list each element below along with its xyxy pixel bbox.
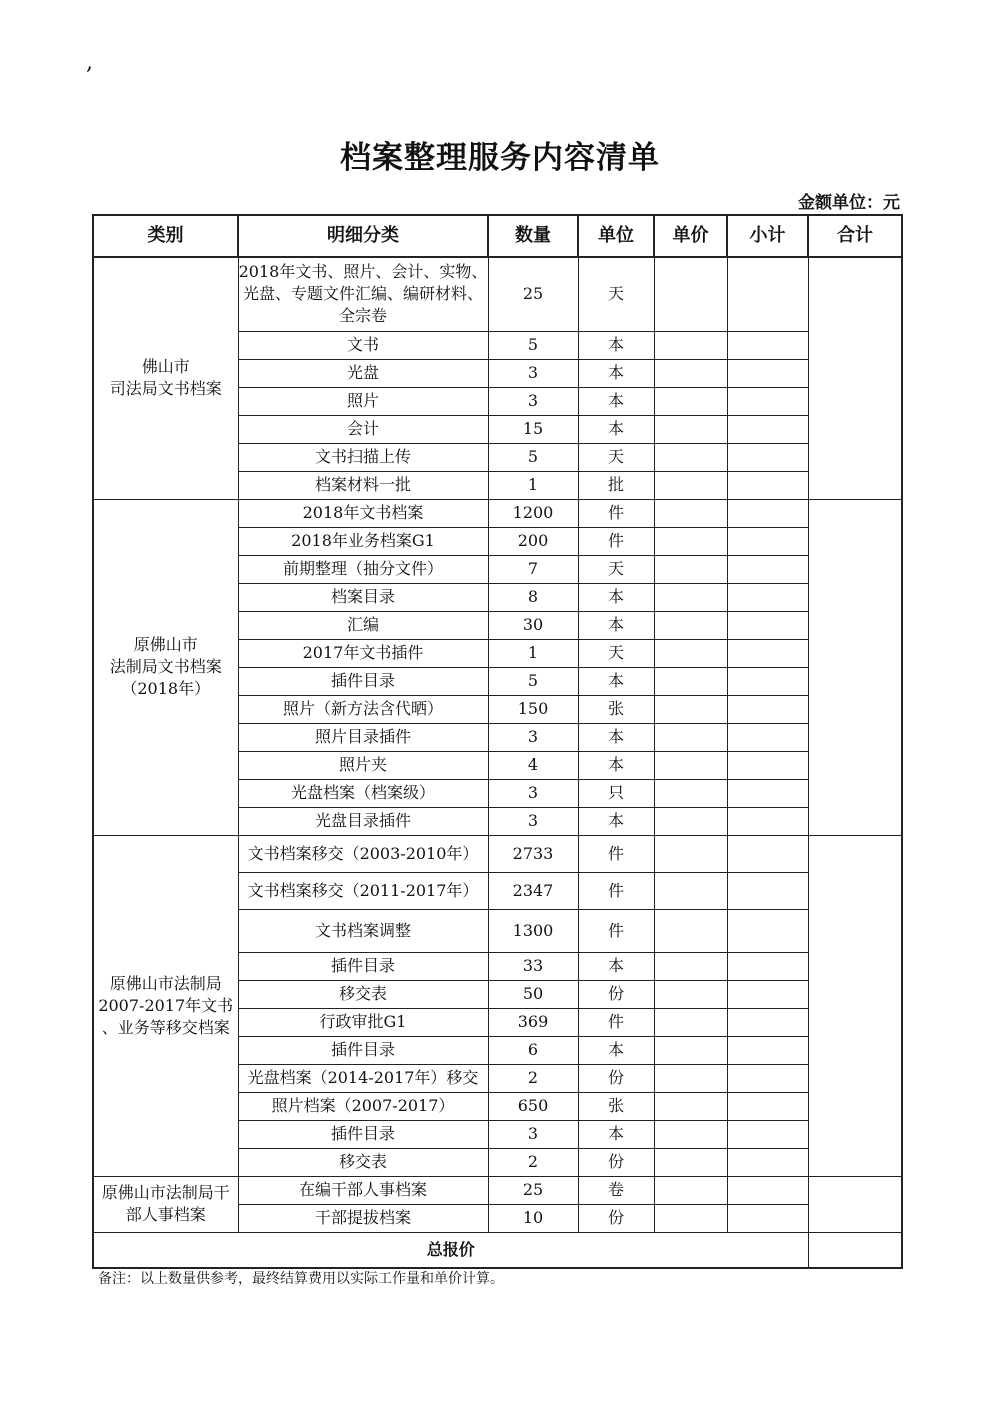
quantity-cell: 6: [488, 1036, 578, 1064]
detail-cell: 2018年文书、照片、会计、实物、光盘、专题文件汇编、编研材料、全宗卷: [238, 257, 488, 331]
quantity-cell: 1300: [488, 909, 578, 952]
subtotal-cell: [727, 872, 808, 909]
unit-cell: 本: [578, 387, 654, 415]
detail-cell: 行政审批G1: [238, 1008, 488, 1036]
detail-cell: 文书: [238, 331, 488, 359]
quantity-cell: 650: [488, 1092, 578, 1120]
stray-mark: ,: [86, 50, 93, 75]
header-total: 合计: [808, 215, 902, 257]
unit-price-cell: [654, 257, 727, 331]
category-cell: 原佛山市法制局 2007-2017年文书 、业务等移交档案: [93, 835, 238, 1176]
subtotal-cell: [727, 331, 808, 359]
subtotal-cell: [727, 807, 808, 835]
header-row: [93, 215, 902, 257]
quantity-cell: 3: [488, 387, 578, 415]
subtotal-cell: [727, 555, 808, 583]
header-unit-price: 单价: [654, 215, 727, 257]
detail-cell: 照片档案（2007-2017）: [238, 1092, 488, 1120]
group-total-cell: [808, 1176, 902, 1232]
detail-cell: 光盘档案（档案级）: [238, 779, 488, 807]
unit-price-cell: [654, 443, 727, 471]
unit-price-cell: [654, 1064, 727, 1092]
subtotal-cell: [727, 257, 808, 331]
unit-cell: 本: [578, 751, 654, 779]
unit-cell: 本: [578, 667, 654, 695]
header-quantity: 数量: [488, 215, 578, 257]
quantity-cell: 25: [488, 1176, 578, 1204]
detail-cell: 插件目录: [238, 952, 488, 980]
detail-cell: 光盘档案（2014-2017年）移交: [238, 1064, 488, 1092]
unit-price-cell: [654, 779, 727, 807]
quantity-cell: 4: [488, 751, 578, 779]
quantity-cell: 15: [488, 415, 578, 443]
subtotal-cell: [727, 415, 808, 443]
unit-cell: 天: [578, 555, 654, 583]
quantity-cell: 1200: [488, 499, 578, 527]
subtotal-cell: [727, 779, 808, 807]
subtotal-cell: [727, 387, 808, 415]
unit-price-cell: [654, 1176, 727, 1204]
unit-cell: 张: [578, 1092, 654, 1120]
subtotal-cell: [727, 471, 808, 499]
detail-cell: 前期整理（抽分文件）: [238, 555, 488, 583]
unit-cell: 卷: [578, 1176, 654, 1204]
subtotal-cell: [727, 583, 808, 611]
unit-price-cell: [654, 499, 727, 527]
subtotal-cell: [727, 527, 808, 555]
unit-price-cell: [654, 1036, 727, 1064]
table-row: [93, 257, 902, 331]
page-title: 档案整理服务内容清单: [340, 140, 660, 176]
unit-cell: 件: [578, 1008, 654, 1036]
subtotal-cell: [727, 499, 808, 527]
subtotal-cell: [727, 695, 808, 723]
quantity-cell: 30: [488, 611, 578, 639]
unit-price-cell: [654, 695, 727, 723]
unit-price-cell: [654, 872, 727, 909]
unit-cell: 份: [578, 1148, 654, 1176]
quantity-cell: 369: [488, 1008, 578, 1036]
unit-cell: 份: [578, 1064, 654, 1092]
unit-cell: 批: [578, 471, 654, 499]
subtotal-cell: [727, 909, 808, 952]
unit-price-cell: [654, 555, 727, 583]
unit-price-cell: [654, 1120, 727, 1148]
header-subtotal: 小计: [727, 215, 808, 257]
group-total-cell: [808, 499, 902, 835]
unit-cell: 天: [578, 257, 654, 331]
detail-cell: 2018年业务档案G1: [238, 527, 488, 555]
subtotal-cell: [727, 1120, 808, 1148]
unit-cell: 份: [578, 1204, 654, 1232]
unit-cell: 份: [578, 980, 654, 1008]
subtotal-cell: [727, 835, 808, 872]
quantity-cell: 2: [488, 1064, 578, 1092]
unit-cell: 天: [578, 443, 654, 471]
detail-cell: 照片: [238, 387, 488, 415]
unit-cell: 天: [578, 639, 654, 667]
detail-cell: 文书档案移交（2011-2017年）: [238, 872, 488, 909]
unit-price-cell: [654, 359, 727, 387]
unit-price-cell: [654, 611, 727, 639]
unit-price-cell: [654, 1008, 727, 1036]
detail-cell: 文书档案调整: [238, 909, 488, 952]
unit-price-cell: [654, 667, 727, 695]
quantity-cell: 2733: [488, 835, 578, 872]
detail-cell: 光盘目录插件: [238, 807, 488, 835]
subtotal-cell: [727, 639, 808, 667]
subtotal-cell: [727, 1092, 808, 1120]
subtotal-cell: [727, 1148, 808, 1176]
detail-cell: 2018年文书档案: [238, 499, 488, 527]
detail-cell: 插件目录: [238, 1036, 488, 1064]
quantity-cell: 10: [488, 1204, 578, 1232]
quantity-cell: 3: [488, 723, 578, 751]
unit-price-cell: [654, 835, 727, 872]
quantity-cell: 5: [488, 667, 578, 695]
subtotal-cell: [727, 1008, 808, 1036]
unit-price-cell: [654, 415, 727, 443]
detail-cell: 移交表: [238, 1148, 488, 1176]
quantity-cell: 150: [488, 695, 578, 723]
subtotal-cell: [727, 952, 808, 980]
quantity-cell: 3: [488, 807, 578, 835]
detail-cell: 文书档案移交（2003-2010年）: [238, 835, 488, 872]
total-quote-value: [808, 1232, 902, 1268]
detail-cell: 照片目录插件: [238, 723, 488, 751]
total-quote-label: 总报价: [93, 1232, 808, 1268]
unit-price-cell: [654, 807, 727, 835]
unit-cell: 本: [578, 1120, 654, 1148]
unit-cell: 件: [578, 872, 654, 909]
unit-price-cell: [654, 331, 727, 359]
unit-cell: 件: [578, 527, 654, 555]
subtotal-cell: [727, 667, 808, 695]
quantity-cell: 5: [488, 443, 578, 471]
unit-cell: 本: [578, 415, 654, 443]
unit-price-cell: [654, 1092, 727, 1120]
quantity-cell: 7: [488, 555, 578, 583]
unit-price-cell: [654, 1148, 727, 1176]
table-row: [93, 499, 902, 527]
unit-cell: 只: [578, 779, 654, 807]
detail-cell: 照片夹: [238, 751, 488, 779]
quantity-cell: 1: [488, 639, 578, 667]
detail-cell: 插件目录: [238, 1120, 488, 1148]
detail-cell: 光盘: [238, 359, 488, 387]
subtotal-cell: [727, 1204, 808, 1232]
unit-cell: 本: [578, 807, 654, 835]
unit-price-cell: [654, 471, 727, 499]
service-list-table: [92, 214, 903, 1269]
detail-cell: 照片（新方法含代晒）: [238, 695, 488, 723]
subtotal-cell: [727, 359, 808, 387]
subtotal-cell: [727, 611, 808, 639]
footnote: 备注：以上数量供参考，最终结算费用以实际工作量和单价计算。: [98, 1271, 504, 1287]
currency-unit-note: 金额单位：元: [798, 193, 900, 213]
unit-price-cell: [654, 723, 727, 751]
unit-price-cell: [654, 387, 727, 415]
quantity-cell: 8: [488, 583, 578, 611]
quantity-cell: 3: [488, 779, 578, 807]
group-total-cell: [808, 257, 902, 499]
subtotal-cell: [727, 1176, 808, 1204]
unit-price-cell: [654, 639, 727, 667]
quantity-cell: 25: [488, 257, 578, 331]
unit-price-cell: [654, 952, 727, 980]
detail-cell: 档案材料一批: [238, 471, 488, 499]
subtotal-cell: [727, 443, 808, 471]
quantity-cell: 2347: [488, 872, 578, 909]
unit-price-cell: [654, 527, 727, 555]
header-detail: 明细分类: [238, 215, 488, 257]
subtotal-cell: [727, 723, 808, 751]
total-row: [93, 1232, 902, 1268]
unit-price-cell: [654, 1204, 727, 1232]
quantity-cell: 2: [488, 1148, 578, 1176]
detail-cell: 2017年文书插件: [238, 639, 488, 667]
table-row: [93, 1176, 902, 1204]
quantity-cell: 50: [488, 980, 578, 1008]
detail-cell: 汇编: [238, 611, 488, 639]
unit-cell: 本: [578, 952, 654, 980]
unit-cell: 件: [578, 909, 654, 952]
unit-price-cell: [654, 980, 727, 1008]
category-cell: 原佛山市法制局干 部人事档案: [93, 1176, 238, 1232]
detail-cell: 干部提拔档案: [238, 1204, 488, 1232]
detail-cell: 会计: [238, 415, 488, 443]
unit-cell: 件: [578, 835, 654, 872]
quantity-cell: 3: [488, 1120, 578, 1148]
group-total-cell: [808, 835, 902, 1176]
unit-cell: 本: [578, 723, 654, 751]
table-row: [93, 835, 902, 872]
unit-cell: 件: [578, 499, 654, 527]
quantity-cell: 1: [488, 471, 578, 499]
category-cell: 佛山市 司法局文书档案: [93, 257, 238, 499]
subtotal-cell: [727, 1064, 808, 1092]
detail-cell: 档案目录: [238, 583, 488, 611]
detail-cell: 文书扫描上传: [238, 443, 488, 471]
unit-price-cell: [654, 583, 727, 611]
quantity-cell: 200: [488, 527, 578, 555]
unit-price-cell: [654, 909, 727, 952]
table-body: [93, 257, 902, 1232]
unit-cell: 本: [578, 1036, 654, 1064]
unit-cell: 本: [578, 359, 654, 387]
quantity-cell: 3: [488, 359, 578, 387]
quantity-cell: 33: [488, 952, 578, 980]
unit-cell: 本: [578, 611, 654, 639]
header-category: 类别: [93, 215, 238, 257]
detail-cell: 插件目录: [238, 667, 488, 695]
category-cell: 原佛山市 法制局文书档案 （2018年）: [93, 499, 238, 835]
unit-cell: 张: [578, 695, 654, 723]
subtotal-cell: [727, 751, 808, 779]
unit-cell: 本: [578, 583, 654, 611]
subtotal-cell: [727, 980, 808, 1008]
header-unit: 单位: [578, 215, 654, 257]
subtotal-cell: [727, 1036, 808, 1064]
unit-price-cell: [654, 751, 727, 779]
unit-cell: 本: [578, 331, 654, 359]
detail-cell: 移交表: [238, 980, 488, 1008]
detail-cell: 在编干部人事档案: [238, 1176, 488, 1204]
quantity-cell: 5: [488, 331, 578, 359]
